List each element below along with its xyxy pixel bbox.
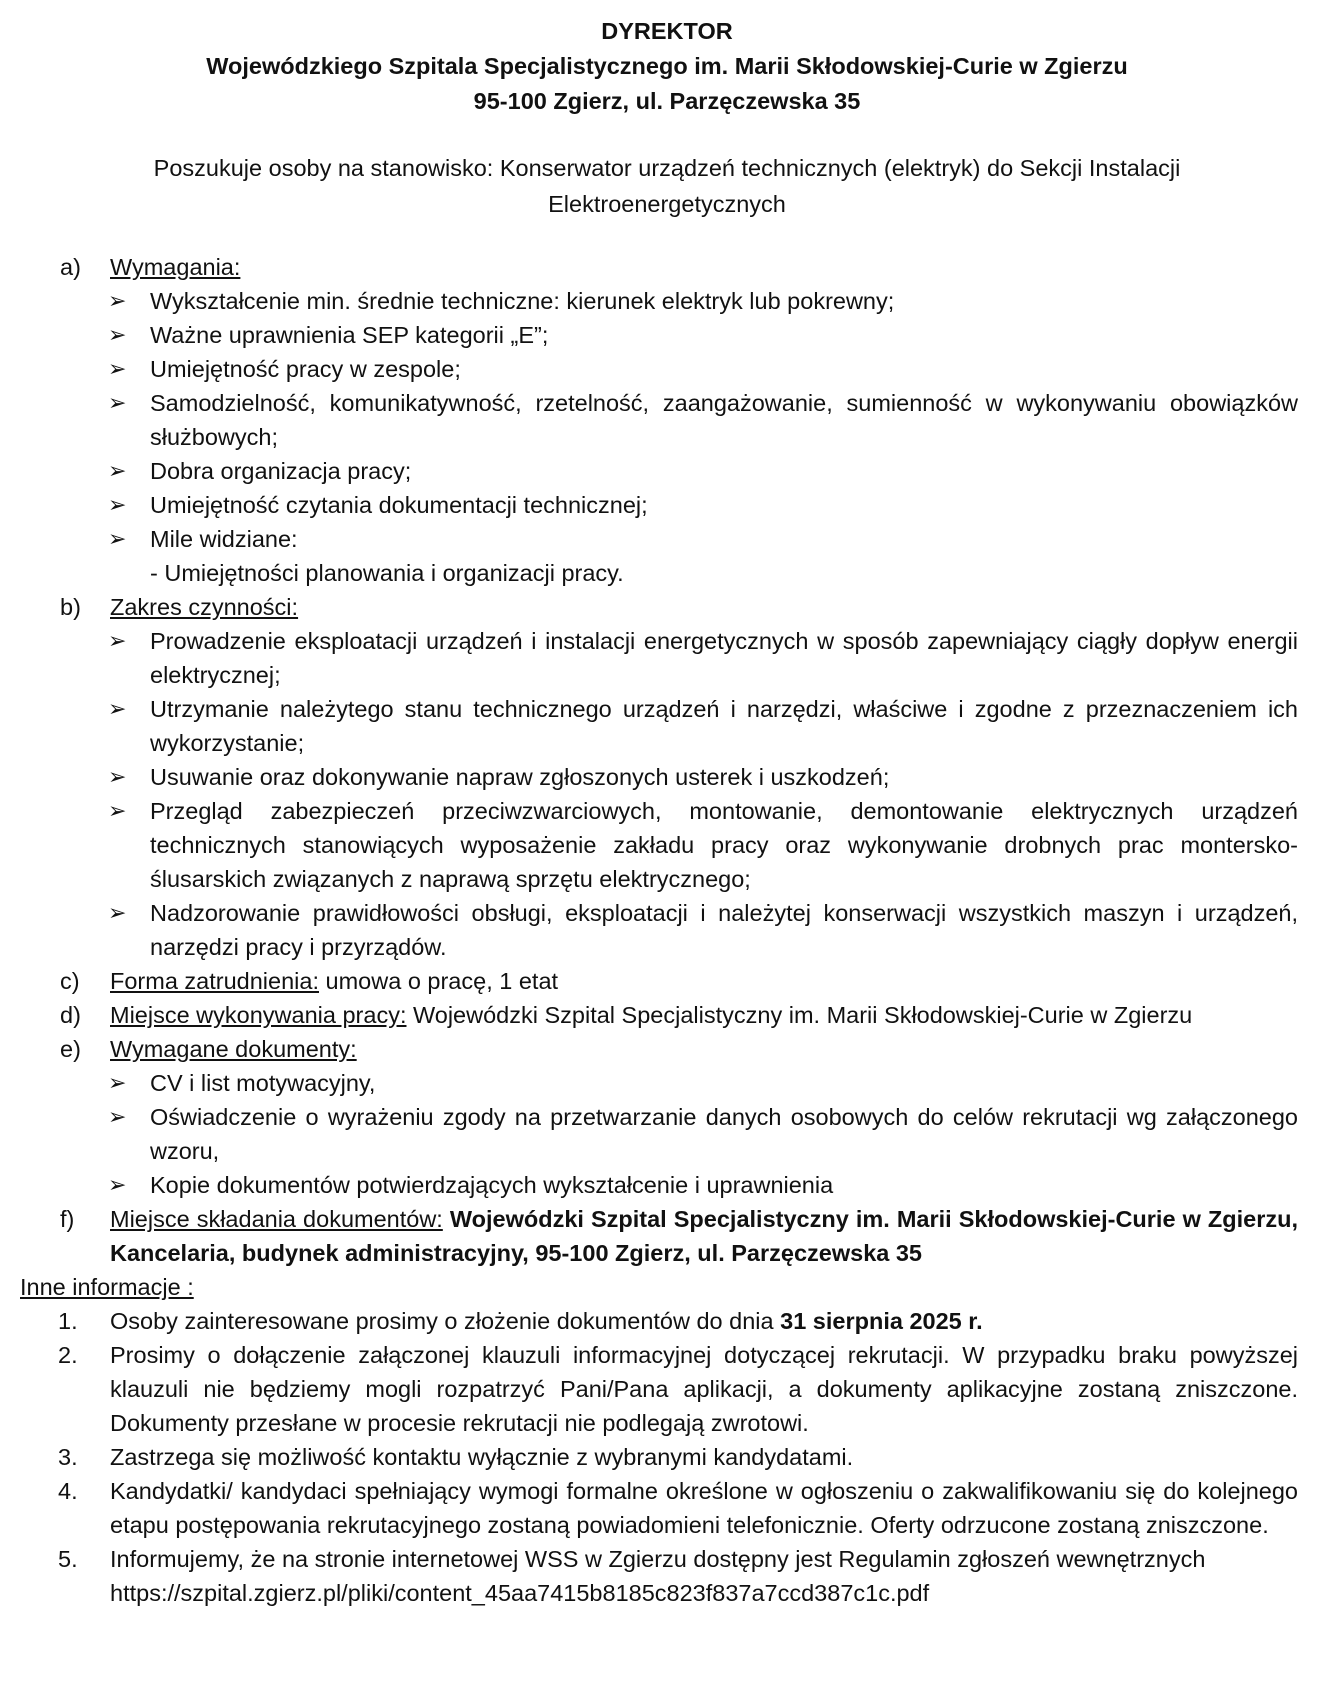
arrow-bullet-icon: ➢ bbox=[108, 900, 127, 925]
section-submission-place bbox=[20, 1202, 1298, 1270]
list-item bbox=[20, 1474, 1298, 1542]
list-item-text: Wykształcenie min. średnie techniczne: kierunek elektryk lub pokrewny; bbox=[150, 288, 895, 314]
arrow-bullet-icon: ➢ bbox=[108, 458, 127, 483]
section-required-documents bbox=[20, 1032, 1298, 1202]
arrow-bullet-icon: ➢ bbox=[108, 492, 127, 517]
document-body bbox=[20, 250, 1298, 1610]
list-item-text: Usuwanie oraz dokonywanie napraw zgłoszonych usterek i uszkodzeń; bbox=[150, 764, 890, 790]
list-item-text: Oświadczenie o wyrażeniu zgody na przetwarzanie danych osobowych do celów rekrutacji wg załączonego wzoru, bbox=[150, 1104, 1298, 1164]
arrow-bullet-icon: ➢ bbox=[108, 1070, 127, 1095]
section-letter: a) bbox=[60, 254, 81, 280]
list-item bbox=[110, 488, 1298, 522]
list-item-text: Ważne uprawnienia SEP kategorii „E”; bbox=[150, 322, 549, 348]
list-item bbox=[110, 1168, 1298, 1202]
list-item-text: Informujemy, że na stronie internetowej WSS w Zgierzu dostępny jest Regulamin zgłoszeń wewnętrznych bbox=[110, 1546, 1206, 1572]
item-number: 4. bbox=[58, 1478, 78, 1504]
section-duties bbox=[20, 590, 1298, 964]
deadline-date: 31 sierpnia 2025 r. bbox=[780, 1308, 983, 1334]
list-item-text: Prosimy o dołączenie załączonej klauzuli informacyjnej dotyczącej rekrutacji. W przypadku braku powyższej klauzuli nie będziemy mogli rozpatrzyć Pani/Pana aplikacji, a dokumenty aplikacyjne zostaną zniszczone. Dokumenty przesłane w procesie rekrutacji nie podlegają zwrotowi. bbox=[110, 1342, 1298, 1436]
list-item bbox=[110, 386, 1298, 454]
arrow-bullet-icon: ➢ bbox=[108, 322, 127, 347]
regulations-link[interactable]: https://szpital.zgierz.pl/pliki/content_45aa7415b8185c823f837a7ccd387c1c.pdf bbox=[110, 1580, 930, 1606]
header-institution: Wojewódzkiego Szpitala Specjalistycznego im. Marii Skłodowskiej-Curie w Zgierzu bbox=[206, 53, 1128, 79]
list-item-text: Nadzorowanie prawidłowości obsługi, eksploatacji i należytej konserwacji wszystkich maszyn i urządzeń, narzędzi pracy i przyrządów. bbox=[150, 900, 1298, 960]
list-item bbox=[110, 896, 1298, 964]
arrow-bullet-icon: ➢ bbox=[108, 696, 127, 721]
nice-to-have-item: - Umiejętności planowania i organizacji pracy. bbox=[150, 560, 624, 586]
section-title: Wymagania: bbox=[110, 254, 241, 280]
section-title: Forma zatrudnienia: bbox=[110, 968, 319, 994]
arrow-bullet-icon: ➢ bbox=[108, 288, 127, 313]
list-item-text: Przegląd zabezpieczeń przeciwzwarciowych, montowanie, demontowanie elektrycznych urządzeń technicznych stanowiących wyposażenie zakładu pracy oraz wykonywanie drobnych prac montersko-ślusarskich związanych z naprawą sprzętu elektrycznego; bbox=[150, 798, 1298, 892]
arrow-bullet-icon: ➢ bbox=[108, 798, 127, 823]
job-intro-line-1: Poszukuje osoby na stanowisko: Konserwator urządzeń technicznych (elektryk) do Sekcji Instalacji bbox=[153, 155, 1181, 181]
list-item-text: Utrzymanie należytego stanu technicznego urządzeń i narzędzi, właściwe i zgodne z przeznaczeniem ich wykorzystanie; bbox=[150, 696, 1298, 756]
section-workplace bbox=[20, 998, 1298, 1032]
list-item-text: Mile widziane: bbox=[150, 526, 298, 552]
header-address: 95-100 Zgierz, ul. Parzęczewska 35 bbox=[473, 88, 861, 114]
list-item-text: Umiejętność czytania dokumentacji technicznej; bbox=[150, 492, 648, 518]
section-letter: e) bbox=[60, 1036, 81, 1062]
arrow-bullet-icon: ➢ bbox=[108, 390, 127, 415]
section-title: Wymagane dokumenty: bbox=[110, 1036, 357, 1062]
other-info-list bbox=[20, 1304, 1298, 1610]
list-item bbox=[110, 284, 1298, 318]
section-title: Miejsce wykonywania pracy: bbox=[110, 1002, 407, 1028]
other-info-title: Inne informacje : bbox=[20, 1274, 194, 1300]
list-item bbox=[110, 1066, 1298, 1100]
list-item bbox=[20, 1338, 1298, 1440]
list-item bbox=[110, 760, 1298, 794]
list-item bbox=[20, 1304, 1298, 1338]
section-title: Miejsce składania dokumentów: bbox=[110, 1206, 443, 1232]
list-item bbox=[110, 624, 1298, 692]
section-value: Wojewódzki Szpital Specjalistyczny im. Marii Skłodowskiej-Curie w Zgierzu, Kancelaria, budynek administracyjny, 95-100 Zgierz, ul. Parzęczewska 35 bbox=[110, 1206, 1298, 1266]
duties-list bbox=[110, 624, 1298, 964]
list-item-text: Osoby zainteresowane prosimy o złożenie dokumentów do dnia bbox=[110, 1308, 781, 1334]
section-value: umowa o pracę, 1 etat bbox=[319, 968, 559, 994]
list-item-text: CV i list motywacyjny, bbox=[150, 1070, 376, 1096]
section-title: Zakres czynności: bbox=[110, 594, 299, 620]
arrow-bullet-icon: ➢ bbox=[108, 1172, 127, 1197]
list-item-text: Prowadzenie eksploatacji urządzeń i instalacji energetycznych w sposób zapewniający ciągły dopływ energii elektrycznej; bbox=[150, 628, 1298, 688]
list-item-text: Kopie dokumentów potwierdzających wykształcenie i uprawnienia bbox=[150, 1172, 834, 1198]
list-item bbox=[110, 1100, 1298, 1168]
job-intro-line-2: Elektroenergetycznych bbox=[548, 191, 786, 217]
list-item bbox=[20, 1440, 1298, 1474]
requirements-list bbox=[110, 284, 1298, 556]
section-employment-form bbox=[20, 964, 1298, 998]
list-item-text: Dobra organizacja pracy; bbox=[150, 458, 412, 484]
list-item-text: Zastrzega się możliwość kontaktu wyłącznie z wybranymi kandydatami. bbox=[110, 1444, 854, 1470]
document-header bbox=[0, 14, 1334, 119]
section-requirements bbox=[20, 250, 1298, 590]
list-item-text: Kandydatki/ kandydaci spełniający wymogi formalne określone w ogłoszeniu o zakwalifikowaniu się do kolejnego etapu postępowania rekrutacyjnego zostaną powiadomieni telefonicznie. Oferty odrzucone zostaną zniszczone. bbox=[110, 1478, 1298, 1538]
list-item-text: Umiejętność pracy w zespole; bbox=[150, 356, 461, 382]
arrow-bullet-icon: ➢ bbox=[108, 628, 127, 653]
section-letter: f) bbox=[60, 1206, 75, 1232]
item-number: 3. bbox=[58, 1444, 78, 1470]
section-letter: d) bbox=[60, 1002, 81, 1028]
list-item-text: Samodzielność, komunikatywność, rzetelność, zaangażowanie, sumienność w wykonywaniu obowiązków służbowych; bbox=[150, 390, 1298, 450]
item-number: 5. bbox=[58, 1546, 78, 1572]
documents-list bbox=[110, 1066, 1298, 1202]
section-letter: b) bbox=[60, 594, 81, 620]
list-item bbox=[110, 522, 1298, 556]
item-number: 1. bbox=[58, 1308, 78, 1334]
arrow-bullet-icon: ➢ bbox=[108, 1104, 127, 1129]
list-item bbox=[20, 1542, 1298, 1610]
arrow-bullet-icon: ➢ bbox=[108, 764, 127, 789]
arrow-bullet-icon: ➢ bbox=[108, 526, 127, 551]
list-item bbox=[110, 692, 1298, 760]
job-intro bbox=[0, 150, 1334, 222]
header-title: DYREKTOR bbox=[601, 18, 733, 44]
list-item bbox=[110, 454, 1298, 488]
section-letter: c) bbox=[60, 968, 80, 994]
arrow-bullet-icon: ➢ bbox=[108, 356, 127, 381]
section-value: Wojewódzki Szpital Specjalistyczny im. Marii Skłodowskiej-Curie w Zgierzu bbox=[406, 1002, 1193, 1028]
list-item bbox=[110, 352, 1298, 386]
list-item bbox=[110, 794, 1298, 896]
list-item bbox=[110, 318, 1298, 352]
item-number: 2. bbox=[58, 1342, 78, 1368]
